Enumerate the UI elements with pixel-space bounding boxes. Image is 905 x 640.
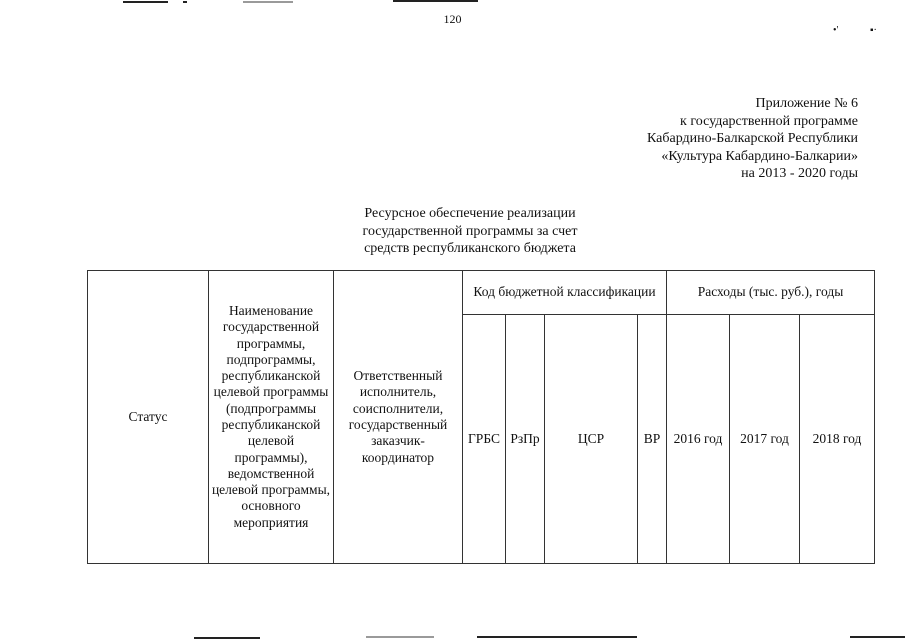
scan-artifact-line: [393, 0, 478, 2]
header-csr: ЦСР: [545, 315, 638, 564]
header-grbs: ГРБС: [463, 315, 506, 564]
resource-table: [87, 270, 875, 564]
scan-artifact-line: [123, 1, 168, 3]
header-name: Наименование государственной программы, подпрограммы, республиканской целевой программы (подпрограммы республиканской целевой программы), ведомственной целевой программы, основного мероприятия: [209, 271, 334, 564]
header-year-2016: 2016 год: [667, 315, 730, 564]
scan-speck: •': [833, 25, 839, 36]
scan-speck: ▪·: [870, 25, 877, 36]
header-vr: ВР: [638, 315, 667, 564]
title-line: средств республиканского бюджета: [364, 241, 576, 256]
appendix-line: к государственной программе: [680, 113, 858, 129]
header-rzpr: РзПр: [506, 315, 545, 564]
scan-artifact-line: [850, 636, 905, 638]
appendix-line: на 2013 - 2020 годы: [741, 166, 858, 181]
appendix-line: Кабардино-Балкарской Республики: [647, 131, 858, 146]
scan-artifact-line: [183, 1, 187, 3]
header-expenses-group: Расходы (тыс. руб.), годы: [667, 271, 875, 315]
document-title: [300, 205, 640, 258]
header-year-2017: 2017 год: [730, 315, 800, 564]
header-budget-code-group: Код бюджетной классификации: [463, 271, 667, 315]
appendix-header: [647, 95, 858, 183]
scan-artifact-line: [366, 636, 434, 638]
scan-artifact-line: [243, 1, 293, 3]
title-line: государственной программы за счет: [362, 223, 578, 239]
appendix-line: «Культура Кабардино-Балкарии»: [661, 148, 858, 164]
title-line: Ресурсное обеспечение реализации: [364, 206, 576, 221]
appendix-line: Приложение № 6: [755, 96, 858, 111]
header-status: Статус: [88, 271, 209, 564]
header-responsible: Ответственный исполнитель, соисполнители, государственный заказчик-координатор: [334, 271, 463, 564]
header-year-2018: 2018 год: [800, 315, 875, 564]
scan-artifact-line: [194, 637, 260, 639]
page-number: 120: [443, 12, 462, 26]
scan-artifact-line: [477, 636, 637, 638]
